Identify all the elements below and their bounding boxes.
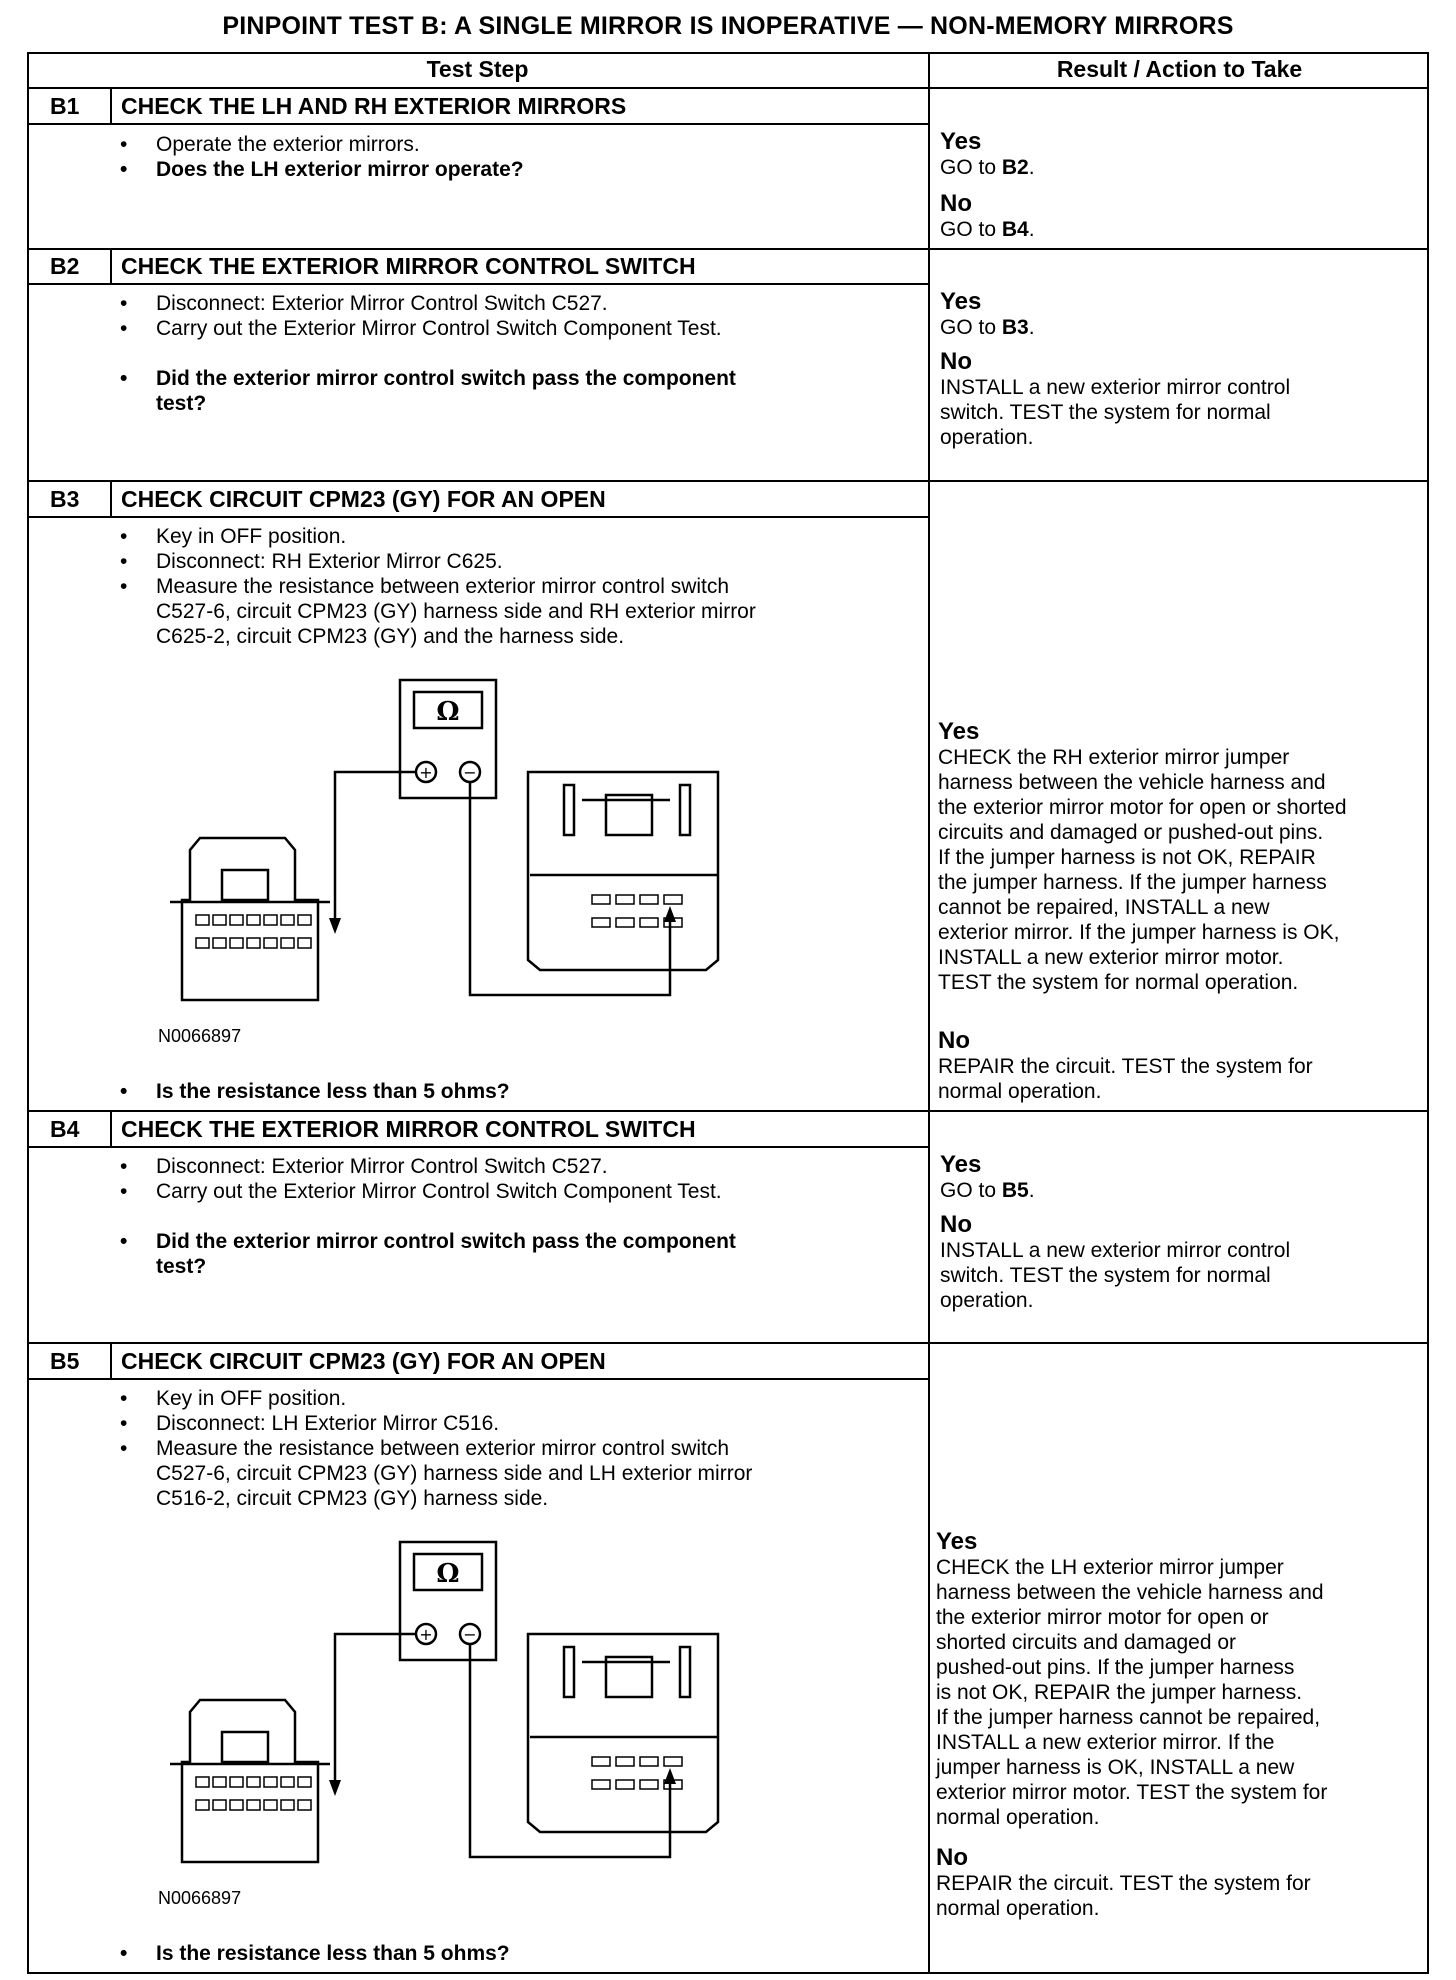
test-lead (335, 1634, 416, 1792)
row-divider (27, 87, 1429, 89)
result-b2 (940, 288, 1290, 450)
yes-action-line: jumper harness is OK, INSTALL a new (936, 1756, 1295, 1779)
yes-action-line: CHECK the RH exterior mirror jumper (938, 746, 1290, 769)
figure-id: N0066897 (158, 1888, 242, 1908)
ohm-symbol: Ω (436, 697, 460, 727)
step-id-divider (110, 1110, 112, 1146)
no-action-line: INSTALL a new exterior mirror control (940, 1239, 1291, 1262)
yes-label: Yes (940, 1151, 982, 1178)
page-title: PINPOINT TEST B: A SINGLE MIRROR IS INOPERATIVE — NON-MEMORY MIRRORS (222, 12, 1234, 40)
step-heading-b3: CHECK CIRCUIT CPM23 (GY) FOR AN OPEN (121, 486, 606, 512)
yes-label: Yes (938, 718, 980, 745)
yes-action-line: cannot be repaired, INSTALL a new (938, 896, 1270, 919)
no-action: GO to B4. (940, 218, 1035, 241)
step-id-b4: B4 (50, 1116, 80, 1142)
step-heading-b4: CHECK THE EXTERIOR MIRROR CONTROL SWITCH (121, 1116, 696, 1142)
yes-action-line: harness between the vehicle harness and (938, 771, 1326, 794)
yes-action-line: pushed-out pins. If the jumper harness (936, 1656, 1295, 1679)
header-test-step: Test Step (426, 56, 529, 82)
result-b5 (936, 1528, 1327, 1921)
yes-action-line: harness between the vehicle harness and (936, 1581, 1324, 1604)
row-divider (27, 1110, 1429, 1112)
yes-action-line: If the jumper harness is not OK, REPAIR (938, 846, 1316, 869)
column-divider (928, 52, 930, 1974)
yes-action-line: the exterior mirror motor for open or (936, 1606, 1269, 1629)
yes-action: GO to B2. (940, 156, 1035, 179)
step-id-divider (110, 248, 112, 283)
step-id-b3: B3 (50, 486, 80, 512)
yes-action-line: circuits and damaged or pushed-out pins. (938, 821, 1324, 844)
yes-label: Yes (940, 128, 982, 155)
no-action-line: REPAIR the circuit. TEST the system for (936, 1872, 1311, 1895)
step-id-b1: B1 (50, 93, 80, 119)
step-header-rule (27, 516, 928, 518)
no-action-line: normal operation. (938, 1080, 1102, 1103)
row-divider (27, 248, 1429, 250)
yes-label: Yes (936, 1528, 978, 1555)
no-action-line: switch. TEST the system for normal (940, 1264, 1271, 1287)
yes-action-line: TEST the system for normal operation. (938, 971, 1299, 994)
plus-symbol: + (419, 1625, 433, 1644)
test-lead (470, 782, 670, 995)
no-label: No (940, 190, 972, 217)
step-id-divider (110, 1342, 112, 1378)
step-id-divider (110, 480, 112, 516)
step-heading-b1: CHECK THE LH AND RH EXTERIOR MIRRORS (121, 93, 627, 119)
plus-symbol: + (419, 763, 433, 782)
no-action-line: INSTALL a new exterior mirror control (940, 376, 1291, 399)
resistance-measurement-diagram (160, 670, 720, 1020)
header-result: Result / Action to Take (1056, 56, 1303, 82)
no-action-line: switch. TEST the system for normal (940, 401, 1271, 424)
step-id-b2: B2 (50, 253, 80, 279)
no-action-line: normal operation. (936, 1897, 1100, 1920)
yes-label: Yes (940, 288, 982, 315)
step-id-divider (110, 87, 112, 123)
yes-action-line: INSTALL a new exterior mirror motor. (938, 946, 1284, 969)
no-action-line: REPAIR the circuit. TEST the system for (938, 1055, 1313, 1078)
yes-action-line: exterior mirror motor. TEST the system for (936, 1781, 1328, 1804)
no-action-line: operation. (940, 426, 1034, 449)
step-heading-b5: CHECK CIRCUIT CPM23 (GY) FOR AN OPEN (121, 1348, 606, 1374)
yes-action-line: the exterior mirror motor for open or shorted (938, 796, 1347, 819)
no-action-line: operation. (940, 1289, 1034, 1312)
no-label: No (936, 1844, 968, 1871)
yes-action-line: CHECK the LH exterior mirror jumper (936, 1556, 1284, 1579)
figure-id: N0066897 (158, 1026, 242, 1046)
result-b1 (940, 128, 1035, 242)
yes-action: GO to B5. (940, 1179, 1035, 1202)
yes-action-line: normal operation. (936, 1806, 1100, 1829)
no-label: No (940, 348, 972, 375)
result-b4 (940, 1151, 1290, 1313)
no-label: No (938, 1027, 970, 1054)
step-heading-b2: CHECK THE EXTERIOR MIRROR CONTROL SWITCH (121, 253, 696, 279)
step-header-rule (27, 1146, 928, 1148)
yes-action-line: exterior mirror. If the jumper harness is OK, (938, 921, 1340, 944)
step-header-rule (27, 1378, 928, 1380)
no-label: No (940, 1211, 972, 1238)
step-header-rule (27, 123, 928, 125)
result-b3 (938, 718, 1347, 1104)
minus-symbol: − (463, 1625, 477, 1644)
yes-action-line: is not OK, REPAIR the jumper harness. (936, 1681, 1303, 1704)
yes-action-line: shorted circuits and damaged or (936, 1631, 1236, 1654)
yes-action-line: If the jumper harness cannot be repaired, (936, 1706, 1321, 1729)
step-header-rule (27, 283, 928, 285)
yes-action: GO to B3. (940, 316, 1035, 339)
resistance-measurement-diagram (160, 1532, 720, 1882)
step-id-b5: B5 (50, 1348, 80, 1374)
yes-action-line: the jumper harness. If the jumper harness (938, 871, 1327, 894)
test-lead (335, 772, 416, 930)
ohm-symbol: Ω (436, 1559, 460, 1589)
test-lead (470, 1644, 670, 1857)
row-divider (27, 1342, 1429, 1344)
yes-action-line: INSTALL a new exterior mirror. If the (936, 1731, 1275, 1754)
minus-symbol: − (463, 763, 477, 782)
row-divider (27, 480, 1429, 482)
